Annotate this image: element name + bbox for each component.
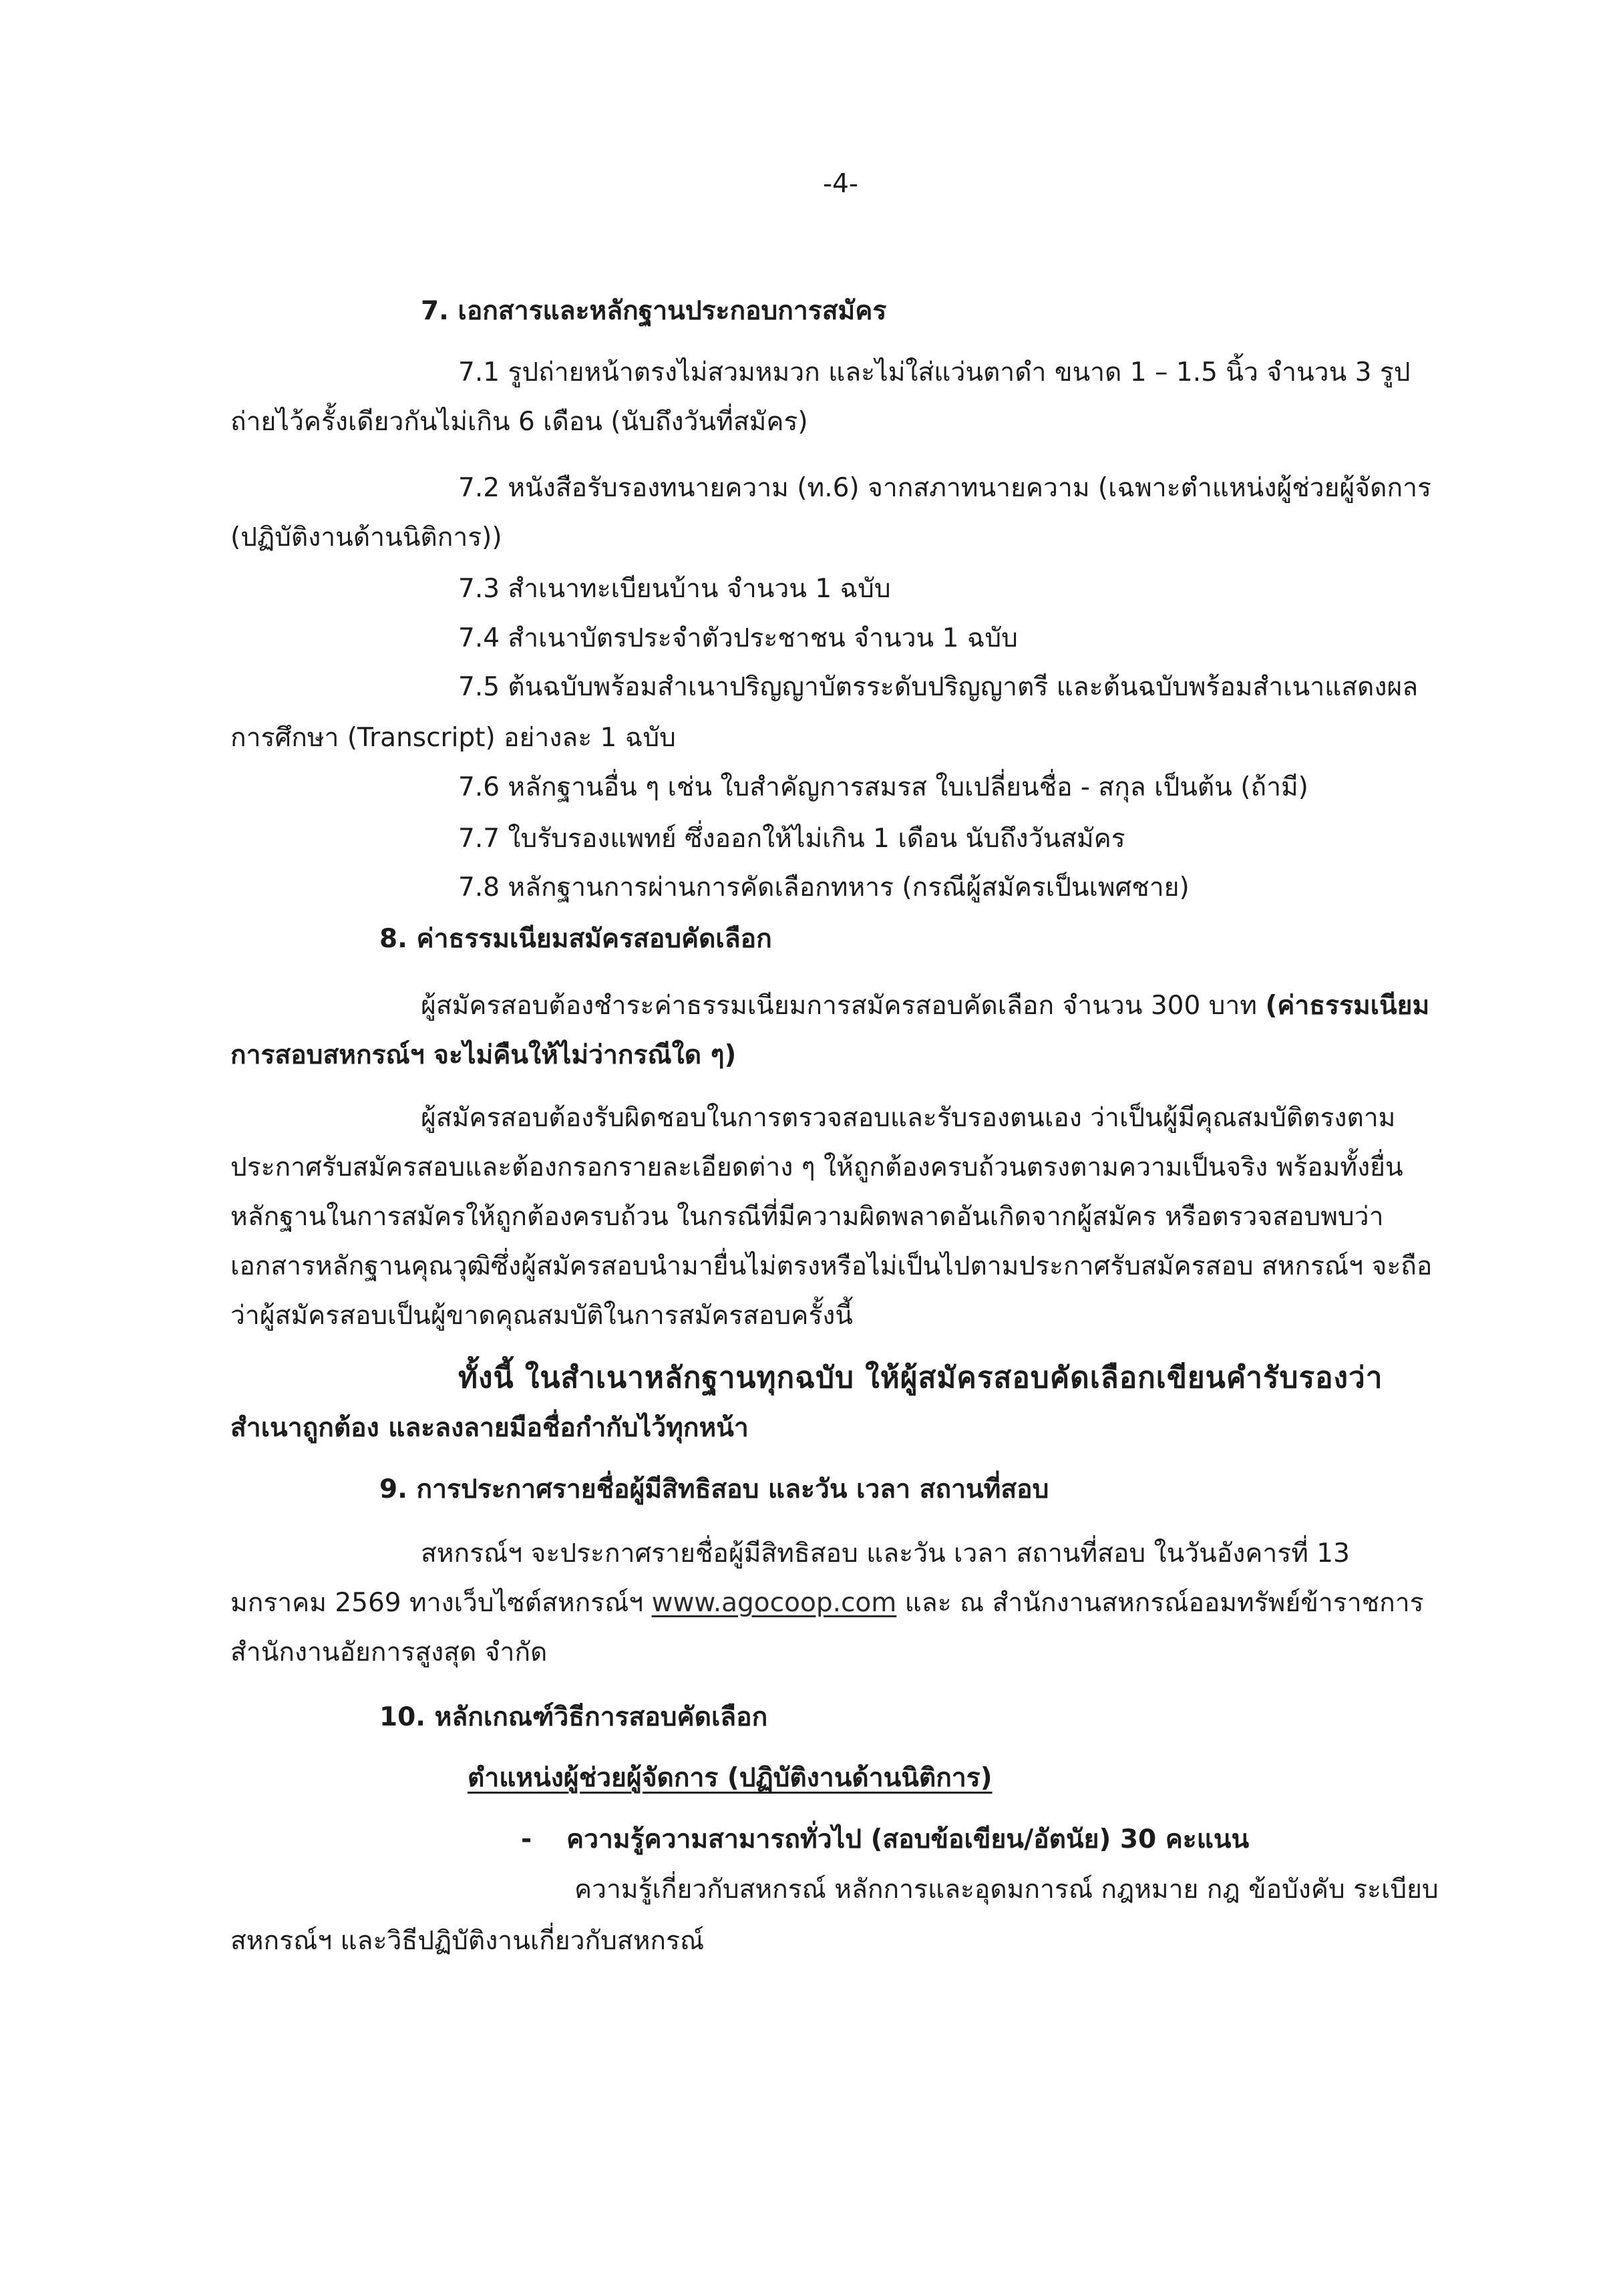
criteria-bullet-text: ความรู้ความสามารถทั่วไป (สอบข้อเขียน/อัตนัย) 30 คะแนน <box>566 1824 1250 1854</box>
item-7-5-line1: 7.5 ต้นฉบับพร้อมสำเนาปริญญาบัตรระดับปริญญาตรี และต้นฉบับพร้อมสำเนาแสดงผล <box>458 672 1419 702</box>
position-title: ตำแหน่งผู้ช่วยผู้จัดการ (ปฏิบัติงานด้านนิติการ) <box>468 1763 993 1793</box>
responsibility-line2: ประกาศรับสมัครสอบและต้องกรอกรายละเอียดต่าง ๆ ให้ถูกต้องครบถ้วนตรงตามความเป็นจริง พร้อมทั้งยื่น <box>230 1152 1403 1182</box>
item-7-2-line1: 7.2 หนังสือรับรองทนายความ (ท.6) จากสภาทนายความ (เฉพาะตำแหน่งผู้ช่วยผู้จัดการ <box>458 473 1431 503</box>
announcement-line1: สหกรณ์ฯ จะประกาศรายชื่อผู้มีสิทธิสอบ และวัน เวลา สถานที่สอบ ในวันอังคารที่ 13 <box>421 1538 1350 1569</box>
item-7-3: 7.3 สำเนาทะเบียนบ้าน จำนวน 1 ฉบับ <box>458 574 891 604</box>
fee-paragraph-line2: การสอบสหกรณ์ฯ จะไม่คืนให้ไม่ว่ากรณีใด ๆ) <box>230 1040 737 1070</box>
announcement-line2 <box>230 1586 1424 1621</box>
section-7-heading: 7. เอกสารและหลักฐานประกอบการสมัคร <box>421 296 887 326</box>
item-7-2-line2: (ปฏิบัติงานด้านนิติการ)) <box>230 522 502 552</box>
fee-paragraph-line1 <box>421 989 1429 1023</box>
fee-text: ผู้สมัครสอบต้องชำระค่าธรรมเนียมการสมัครสอบคัดเลือก จำนวน 300 บาท <box>421 991 1258 1021</box>
responsibility-line3: หลักฐานในการสมัครให้ถูกต้องครบถ้วน ในกรณีที่มีความผิดพลาดอันเกิดจากผู้สมัคร หรือตรวจสอบพบว่า <box>230 1202 1384 1232</box>
fee-no-refund-start: (ค่าธรรมเนียม <box>1265 991 1430 1021</box>
emphasis-line1: ทั้งนี้ ในสำเนาหลักฐานทุกฉบับ ให้ผู้สมัครสอบคัดเลือกเขียนคำรับรองว่า <box>458 1361 1383 1395</box>
section-8-heading: 8. ค่าธรรมเนียมสมัครสอบคัดเลือก <box>379 924 772 954</box>
announcement-date-text: มกราคม 2569 ทางเว็บไซต์สหกรณ์ฯ <box>230 1588 644 1618</box>
announcement-office-text: และ ณ สำนักงานสหกรณ์ออมทรัพย์ข้าราชการ <box>904 1588 1424 1618</box>
website-link[interactable]: www.agocoop.com <box>651 1588 897 1618</box>
item-7-8: 7.8 หลักฐานการผ่านการคัดเลือกทหาร (กรณีผู้สมัครเป็นเพศชาย) <box>458 872 1190 903</box>
item-7-1-line2: ถ่ายไว้ครั้งเดียวกันไม่เกิน 6 เดือน (นับถึงวันที่สมัคร) <box>230 407 808 437</box>
announcement-line3: สำนักงานอัยการสูงสุด จำกัด <box>230 1637 548 1667</box>
responsibility-line1: ผู้สมัครสอบต้องรับผิดชอบในการตรวจสอบและรับรองตนเอง ว่าเป็นผู้มีคุณสมบัติตรงตาม <box>421 1103 1396 1133</box>
responsibility-line4: เอกสารหลักฐานคุณวุฒิซึ่งผู้สมัครสอบนำมายื่นไม่ตรงหรือไม่เป็นไปตามประกาศรับสมัครสอบ สหกรณ์ฯ จะถือ <box>230 1251 1433 1281</box>
responsibility-line5: ว่าผู้สมัครสอบเป็นผู้ขาดคุณสมบัติในการสมัครสอบครั้งนี้ <box>230 1301 853 1331</box>
criteria-detail-line1: ความรู้เกี่ยวกับสหกรณ์ หลักการและอุดมการณ์ กฎหมาย กฎ ข้อบังคับ ระเบียบ <box>574 1874 1439 1905</box>
item-7-6: 7.6 หลักฐานอื่น ๆ เช่น ใบสำคัญการสมรส ใบเปลี่ยนชื่อ - สกุล เป็นต้น (ถ้ามี) <box>458 772 1308 802</box>
item-7-4: 7.4 สำเนาบัตรประจำตัวประชาชน จำนวน 1 ฉบับ <box>458 623 1018 653</box>
item-7-5-line2: การศึกษา (Transcript) อย่างละ 1 ฉบับ <box>230 723 676 753</box>
emphasis-line2: สำเนาถูกต้อง และลงลายมือชื่อกำกับไว้ทุกหน้า <box>230 1413 749 1443</box>
criteria-bullet-dash: - <box>521 1824 532 1854</box>
item-7-1-text: 7.1 รูปถ่ายหน้าตรงไม่สวมหมวก และไม่ใส่แว่นตาดำ ขนาด 1 – 1.5 นิ้ว จำนวน 3 รูป <box>458 357 1411 387</box>
item-7-1-line1 <box>458 355 1460 390</box>
item-7-7: 7.7 ใบรับรองแพทย์ ซึ่งออกให้ไม่เกิน 1 เดือน นับถึงวันสมัคร <box>458 824 1125 854</box>
criteria-detail-line2: สหกรณ์ฯ และวิธีปฏิบัติงานเกี่ยวกับสหกรณ์ <box>230 1926 705 1956</box>
section-9-heading: 9. การประกาศรายชื่อผู้มีสิทธิสอบ และวัน เวลา สถานที่สอบ <box>379 1474 1049 1504</box>
page-number: -4- <box>823 169 858 199</box>
section-10-heading: 10. หลักเกณฑ์วิธีการสอบคัดเลือก <box>379 1702 768 1732</box>
